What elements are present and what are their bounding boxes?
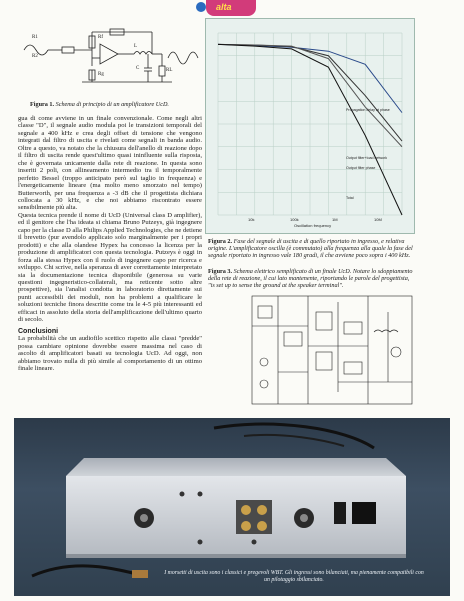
paragraph-2: Questa tecnica prende il nome di UcD (Universal class D amplifier), ed il genitore che l'ha ideata si chiama Bruno Putzeys, già ingegnere capo per la classe D alla Philips Applied Technologies, che ne detiene il brevetto (pur avendolo applicato solo marginalmente per i propri prodotti) e che alla olandese Hypex ha concesso la licenza per la produzione di amplificatori con questa tecnologia. Putzeys è oggi in forza alla stessa Hypex con il ruolo di ingegnere capo per ricerca e sviluppo. Chi scrive, nella speranza di aver correttamente interpretato sia la documentazione tecnica disponibile (generosa su varie questioni ingegneristico-collaterali, ma reticente sotto altre prospettive), sia l'analisi condotta in laboratorio direttamente sui punti accessibili dei moduli, non ha problemi a qualificare le soluzioni tecniche finora descritte come tra le 4-5 più interessanti ed efficaci in assoluto della storia dell'amplificazione dell'ultimo quarto di secolo. [18, 211, 202, 324]
schematic-svg [22, 18, 202, 96]
amplifier-photo [14, 418, 450, 596]
photo-caption: I morsetti di uscita sono i classici e pregevoli WBT. Gli ingressi sono bilanciati, ma pienamente compatibili con un pilotaggio sbilanciato. [164, 570, 424, 583]
logo-text: alta [216, 2, 232, 12]
x-axis-label: Oscillation frequency [294, 223, 332, 228]
figure-1-caption-label: Figura 1. [30, 101, 55, 108]
label-rl: RL [166, 68, 173, 73]
article-column-left [18, 115, 202, 372]
label-rf: Rf [98, 35, 103, 40]
logo-dot [196, 2, 206, 12]
label-c: C [136, 66, 140, 71]
legend-label: Output filter+load network [346, 156, 388, 160]
schematic-3-svg [248, 292, 418, 410]
figure-2-frame [205, 18, 415, 234]
figure-2-caption-label: Figura 2. [208, 238, 233, 245]
figure-1-caption-text: Schema di principio di un amplificatore UcD. [54, 101, 169, 108]
paragraph-1: gua di come avviene in un finale convenzionale. Come negli altri classe "D", il segnale audio modula poi le transizioni temporali del segnale a 400 kHz e crea degli offset di tensione che vengono integrati dal filtro di uscita e rivelati come segnali in banda audio. Oltre a questo, va notato che la chiusura dell'anello di reazione dopo il filtro di uscita rende quest'ultimo quasi ininfluente sulla risposta, che è governata unicamente dalla rete di reazione. In questa sono inseriti 2 poli, con allineamento intermedio tra il temporalmente perfetto Bessel (troppo anticipato però sul taglio in frequenza) e l'energeticamente lineare (ma molto meno smorzato nel tempo) Butterworth, per una frequenza a -3 dB che il progettista dichiara collocata a 30 kHz, e che noi abbiamo riscontrato essere sensibilmente più alta. [18, 115, 202, 212]
figure-1-schematic [22, 18, 202, 96]
figure-2-caption [208, 238, 414, 260]
paragraph-3: La probabilità che un audiofilo scettico rispetto alle classi "predde" possa cambiare opinione dovrebbe essere massima nel caso di ascolto di amplificatori basati su tecnologia UcD. Ad oggi, non abbiamo trovato nulla di più simile al comportamento di un ottimo finale lineare. [18, 335, 202, 372]
legend-label: Output filter phase [346, 166, 376, 170]
x-tick-label: 10M [374, 217, 382, 222]
section-heading: Conclusioni [18, 327, 59, 335]
figure-1-caption [30, 101, 200, 108]
label-r2: R2 [32, 54, 38, 59]
label-l: L [134, 44, 138, 49]
figure-3-caption-label: Figura 3. [208, 268, 233, 275]
legend-label: Propagation delay at phase [346, 108, 390, 112]
figure-2-caption-text: Fase del segnale di uscita e di quello riportato in ingresso, e relativa origine. L'amplificatore oscilla (è commutato) alla frequenza alla quale la fase del segnale riportato in ingresso vale 180 gradi, il che avviene poco sopra i 400 kHz. [208, 238, 413, 260]
legend-label: Total [346, 196, 354, 200]
x-tick-label: 10k [248, 217, 255, 222]
x-tick-label: 1M [332, 217, 338, 222]
figure-3-schematic [248, 292, 418, 410]
x-tick-label: 100k [290, 217, 299, 222]
label-rg: Rg [98, 72, 104, 77]
figure-3-caption-text: Schema elettrico semplificato di un finale UcD. Notare lo sdoppiamento della rete di reazione, il cui lato mantenente, riportando le parole del progettista, "is set up to sense the ground at the speaker terminal". [208, 268, 413, 290]
label-r1: R1 [32, 35, 38, 40]
figure-3-caption [208, 268, 414, 290]
phase-chart [206, 19, 414, 233]
